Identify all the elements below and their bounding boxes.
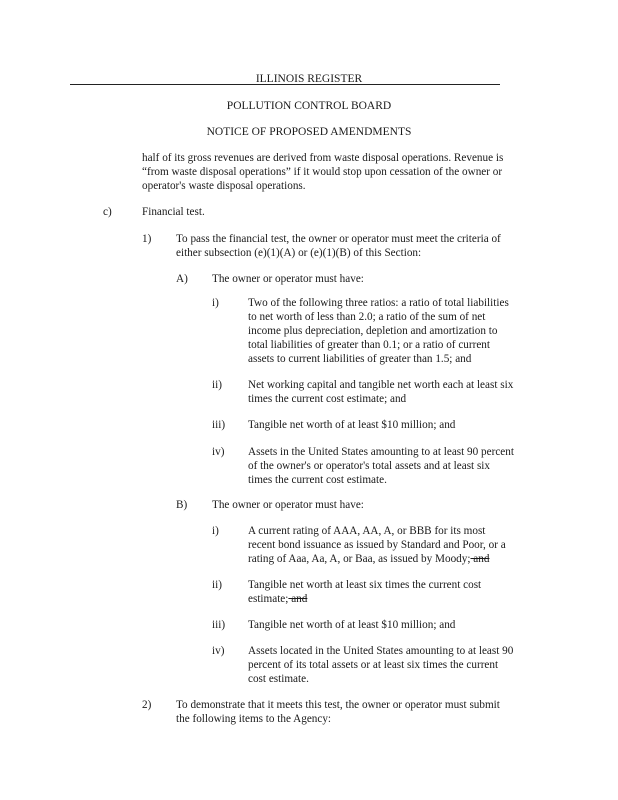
item-a-i-line: total liabilities of greater than 0.1; or a ratio of current bbox=[248, 339, 490, 351]
intro-line: operator's waste disposal operations. bbox=[142, 180, 306, 192]
item-b-ii-line2-text: estimate; bbox=[248, 593, 289, 605]
item-a-iii-text: Tangible net worth of at least $10 million; and bbox=[248, 419, 456, 431]
item-b-ii-line: Tangible net worth at least six times the current cost bbox=[248, 579, 482, 591]
item-b-ii-line2 bbox=[248, 592, 307, 606]
intro-line: “from waste disposal operations” if it would stop upon cessation of the owner or bbox=[142, 166, 503, 178]
item-a-marker: A) bbox=[176, 273, 188, 285]
item-a-i-line: Two of the following three ratios: a ratio of total liabilities bbox=[248, 297, 509, 309]
section-c-marker: c) bbox=[103, 206, 112, 218]
struck-and: and bbox=[288, 593, 308, 605]
item-b-text: The owner or operator must have: bbox=[212, 499, 364, 511]
item-b-iv-line: Assets located in the United States amounting to at least 90 bbox=[248, 645, 514, 657]
item-a-i-line: to net worth of less than 2.0; a ratio of the sum of net bbox=[248, 311, 486, 323]
item-a-text: The owner or operator must have: bbox=[212, 273, 364, 285]
item-1-marker: 1) bbox=[142, 233, 152, 245]
item-b-iv-line: percent of its total assets or at least six times the current bbox=[248, 659, 499, 671]
item-a-iv-line: times the current cost estimate. bbox=[248, 474, 387, 486]
item-b-i-last-text: rating of Aaa, Aa, A, or Baa, as issued by Moody; bbox=[248, 553, 471, 565]
item-a-i-line: income plus depreciation, depletion and amortization to bbox=[248, 325, 498, 337]
item-b-i-marker: i) bbox=[212, 525, 219, 537]
item-a-iv-line: of the owner's or operator's total assets and at least six bbox=[248, 460, 491, 472]
notice-title: NOTICE OF PROPOSED AMENDMENTS bbox=[206, 126, 412, 138]
item-1-line: either subsection (e)(1)(A) or (e)(1)(B) of this Section: bbox=[176, 247, 422, 259]
item-a-iii-marker: iii) bbox=[212, 419, 226, 431]
section-c-title: Financial test. bbox=[142, 206, 205, 218]
item-b-i-last-line bbox=[248, 552, 489, 566]
item-b-iv-line: cost estimate. bbox=[248, 673, 309, 685]
item-b-i-line: A current rating of AAA, AA, A, or BBB for its most bbox=[248, 525, 486, 537]
item-2-line: To demonstrate that it meets this test, the owner or operator must submit bbox=[176, 699, 500, 711]
board-title: POLLUTION CONTROL BOARD bbox=[226, 100, 392, 112]
item-a-iv-line: Assets in the United States amounting to at least 90 percent bbox=[248, 446, 514, 458]
item-2-marker: 2) bbox=[142, 699, 152, 711]
item-a-i-marker: i) bbox=[212, 297, 219, 309]
register-title: ILLINOIS REGISTER bbox=[255, 73, 363, 85]
item-b-i-line: recent bond issuance as issued by Standard and Poor, or a bbox=[248, 539, 506, 551]
item-a-ii-line: Net working capital and tangible net worth each at least six bbox=[248, 379, 514, 391]
item-a-i-line: assets to current liabilities of greater than 1.5; and bbox=[248, 353, 472, 365]
item-2-line: the following items to the Agency: bbox=[176, 713, 332, 725]
struck-and: and bbox=[470, 553, 490, 565]
item-1-line: To pass the financial test, the owner or operator must meet the criteria of bbox=[176, 233, 501, 245]
item-b-iii-text: Tangible net worth of at least $10 million; and bbox=[248, 619, 456, 631]
item-b-ii-marker: ii) bbox=[212, 579, 222, 591]
item-b-iii-marker: iii) bbox=[212, 619, 226, 631]
item-b-iv-marker: iv) bbox=[212, 645, 225, 657]
item-b-marker: B) bbox=[176, 499, 188, 511]
item-a-ii-line: times the current cost estimate; and bbox=[248, 393, 407, 405]
item-a-ii-marker: ii) bbox=[212, 379, 222, 391]
item-a-iv-marker: iv) bbox=[212, 446, 225, 458]
intro-line: half of its gross revenues are derived from waste disposal operations. Revenue is bbox=[142, 152, 504, 164]
